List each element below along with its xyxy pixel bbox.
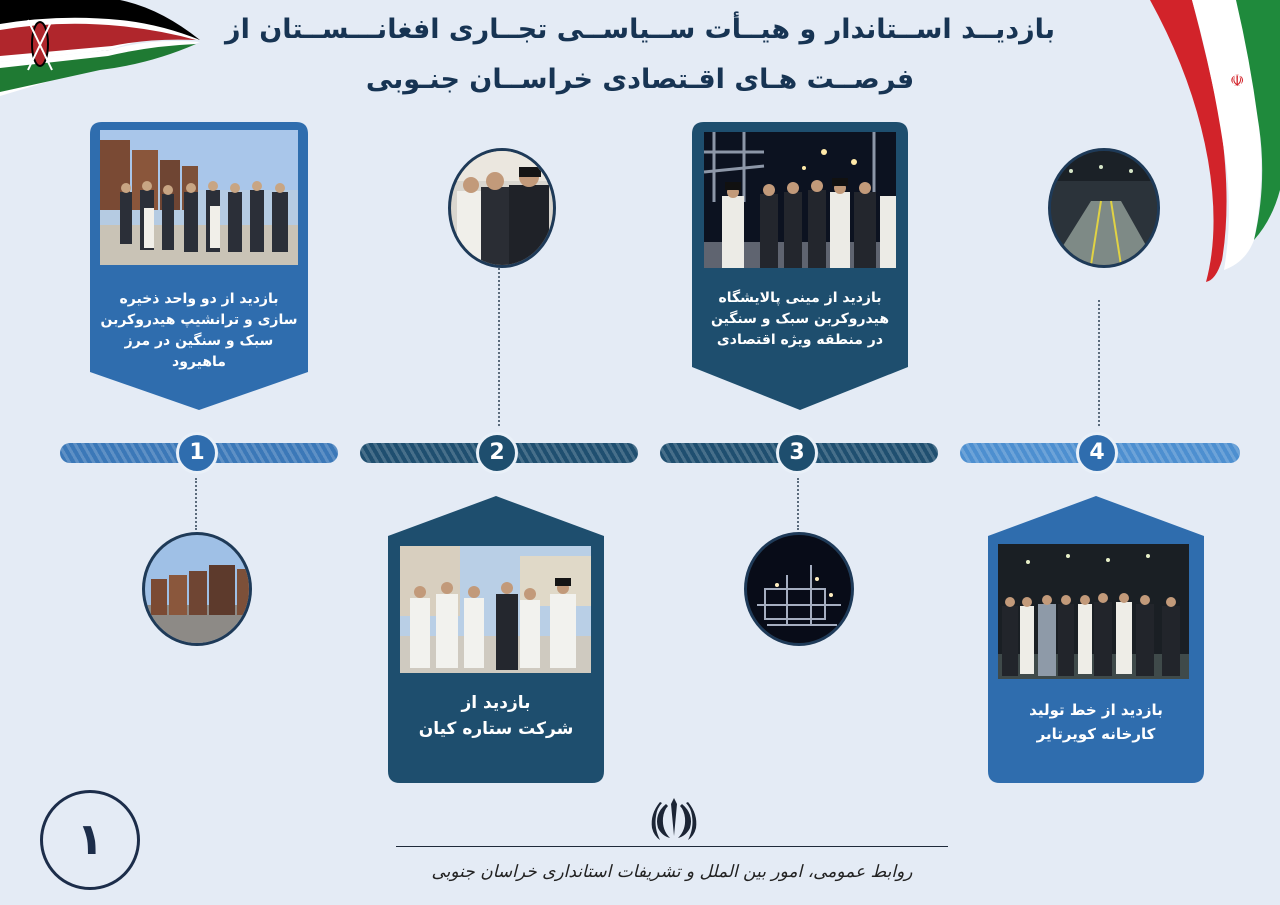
station-circle-photo-3	[744, 532, 854, 646]
station-text-1-line-2: سازی و ترانشیپ هیدروکربن	[100, 312, 298, 328]
station-text-4-line-1: بازدید از خط تولید	[1029, 701, 1163, 719]
connector-3	[797, 478, 799, 530]
station-photo-4	[998, 544, 1189, 679]
connector-2	[498, 268, 500, 426]
station-text-4-line-2: کارخانه کویرتایر	[1036, 725, 1156, 743]
station-card-4	[988, 496, 1204, 783]
station-text-3-line-3: در منطقه ویژه اقتصادی	[716, 332, 884, 348]
station-card-1	[90, 122, 308, 410]
station-text-2-line-2: شرکت ستاره کیان	[418, 719, 574, 739]
connector-4	[1098, 300, 1100, 426]
kenya-flag-icon	[0, 0, 210, 100]
station-text-1-line-4: ماهیرود	[172, 354, 226, 370]
station-photo-2	[400, 546, 591, 673]
station-card-2	[388, 496, 604, 783]
footer-divider	[396, 846, 948, 847]
title-line-2: فرصــت هـای اقـتصادی خراســان جنـوبی	[365, 64, 915, 95]
page-number: ۱	[40, 790, 140, 890]
station-text-1-line-3: سبک و سنگین در مرز	[124, 333, 274, 349]
station-number-3: 3	[776, 432, 818, 474]
station-circle-photo-4	[1048, 148, 1160, 268]
station-circle-photo-1	[142, 532, 252, 646]
iran-flag-icon	[1150, 0, 1280, 285]
station-text-3-line-2: هیدروکربن سبک و سنگین	[710, 311, 890, 327]
station-text-2-line-1: بازدید از	[461, 693, 531, 713]
footer-text: روابط عمومی، امور بین الملل و تشریفات استانداری خراسان جنوبی	[431, 862, 913, 882]
iran-emblem-icon	[648, 794, 700, 842]
station-text-1-line-1: بازدید از دو واحد ذخیره	[119, 291, 279, 307]
station-photo-3	[704, 132, 896, 268]
station-number-4: 4	[1076, 432, 1118, 474]
station-photo-1	[100, 130, 298, 265]
station-circle-photo-2	[448, 148, 556, 268]
svg-text:☫: ☫	[1230, 71, 1245, 90]
title-line-1: بازدیــد اســتاندار و هیــأت ســیاســی تجــاری افغانـــســتان از	[225, 14, 1055, 45]
station-text-3-line-1: بازدید از مینی پالایشگاه	[718, 290, 882, 306]
connector-1	[195, 478, 197, 530]
station-number-1: 1	[176, 432, 218, 474]
station-card-3	[692, 122, 908, 410]
station-number-2: 2	[476, 432, 518, 474]
